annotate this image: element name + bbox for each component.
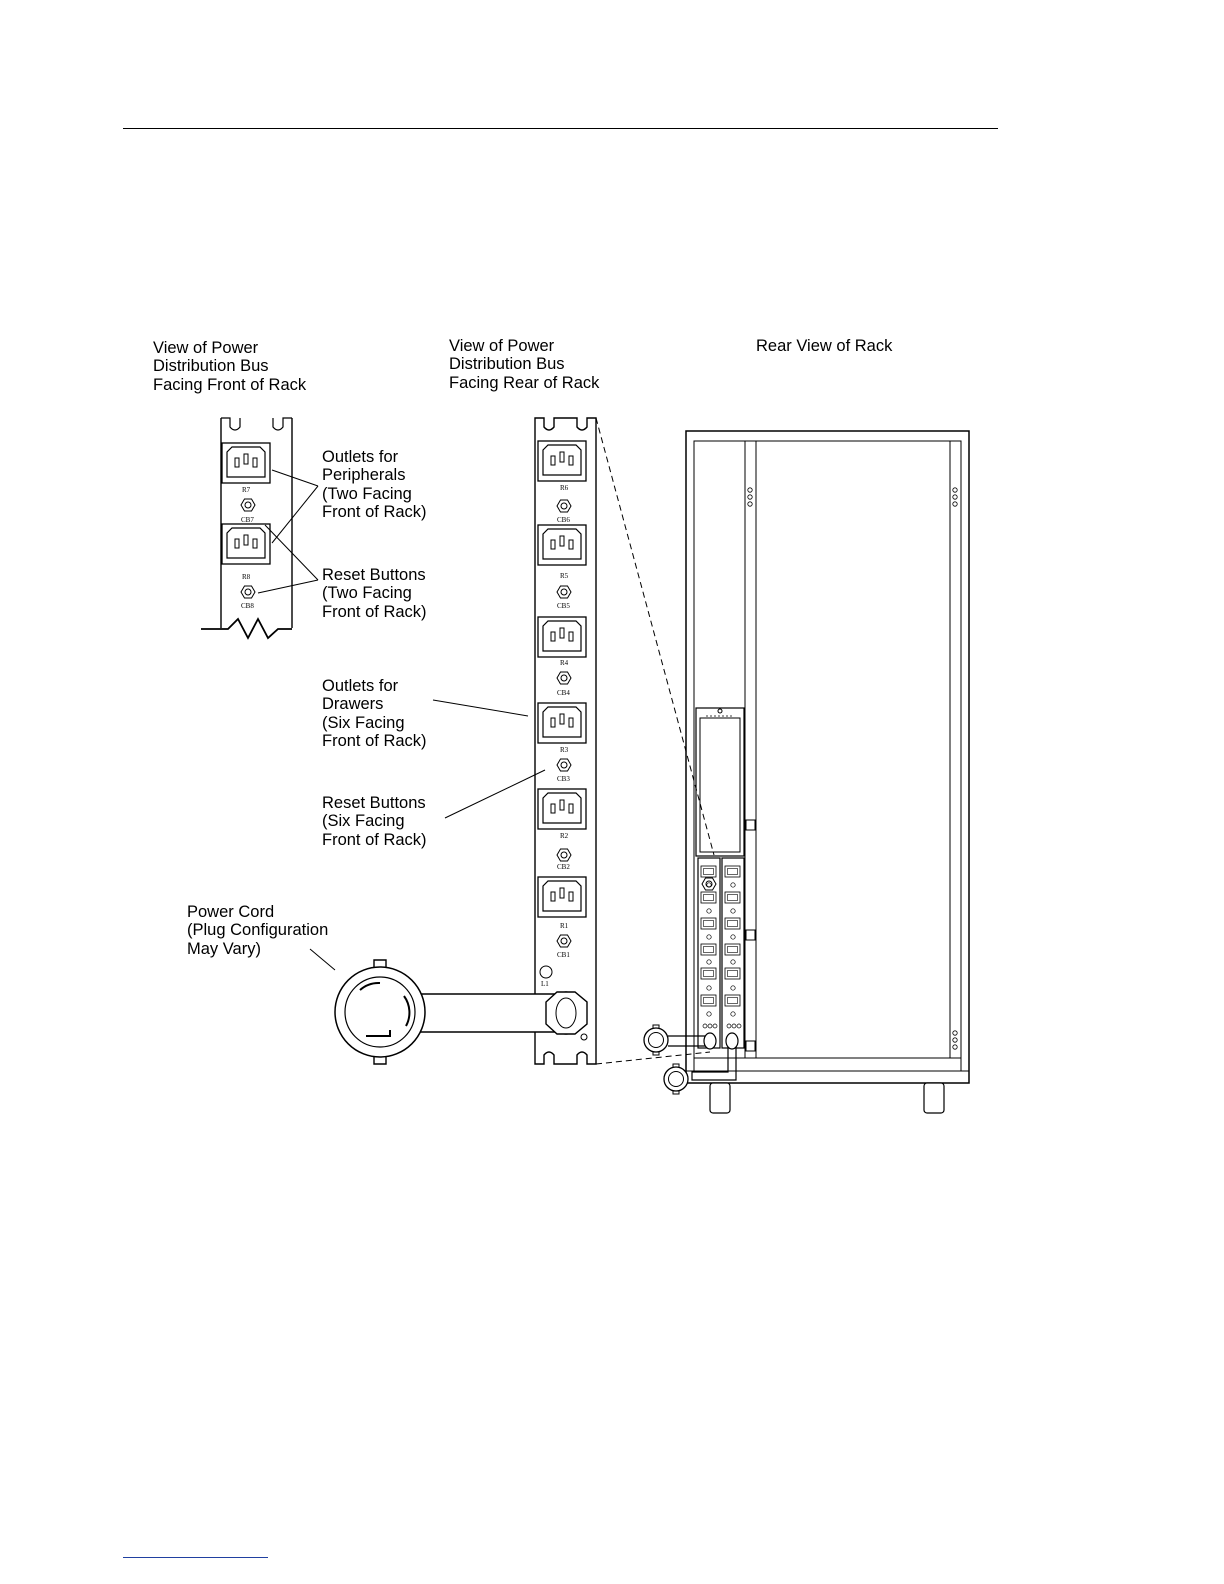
- label-r5: R5: [560, 572, 569, 580]
- callout-reset-peripherals: Reset Buttons (Two Facing Front of Rack): [322, 566, 427, 621]
- label-r8: R8: [242, 573, 251, 581]
- outlet-r4: [538, 617, 586, 657]
- reset-button-cb6: [557, 500, 571, 512]
- footer-rule: [123, 1557, 268, 1558]
- callout-reset-drawers: Reset Buttons (Six Facing Front of Rack): [322, 794, 427, 849]
- label-cb2: CB2: [557, 863, 570, 871]
- heading-rack-view: Rear View of Rack: [756, 337, 893, 355]
- twist-lock-plug: [335, 960, 425, 1064]
- reset-button-cb5: [557, 586, 571, 598]
- reset-button-cb7: [241, 499, 255, 511]
- reset-button-cb2: [557, 849, 571, 861]
- heading-front-view: View of Power Distribution Bus Facing Front of Rack: [153, 339, 307, 394]
- outlet-r2: [538, 789, 586, 829]
- rack-pdb-strip-right: [722, 858, 744, 1048]
- reset-button-cb8: [241, 586, 255, 598]
- callout-power-cord: Power Cord (Plug Configuration May Vary): [187, 903, 329, 958]
- outlet-r5: [538, 525, 586, 565]
- label-cb3: CB3: [557, 775, 570, 783]
- rack-pdb-upper: [696, 708, 744, 856]
- label-cb1: CB1: [557, 951, 570, 959]
- label-r2: R2: [560, 832, 569, 840]
- outlet-r8: [222, 524, 270, 564]
- reset-button-cb1: [557, 935, 571, 947]
- reset-button-cb4: [557, 672, 571, 684]
- label-cb5: CB5: [557, 602, 570, 610]
- power-cord: [420, 992, 587, 1034]
- outlet-r1: [538, 877, 586, 917]
- callout-outlets-drawers: Outlets for Drawers (Six Facing Front of Rack): [322, 677, 427, 750]
- heading-rear-view: View of Power Distribution Bus Facing Rear of Rack: [449, 337, 600, 392]
- rack-plug-lower: [664, 1064, 688, 1094]
- label-cb7: CB7: [241, 516, 254, 524]
- rack-plug-upper: [644, 1025, 668, 1055]
- label-r3: R3: [560, 746, 569, 754]
- label-r4: R4: [560, 659, 569, 667]
- label-cb8: CB8: [241, 602, 254, 610]
- label-cb4: CB4: [557, 689, 570, 697]
- outlet-r6: [538, 441, 586, 481]
- outlet-r3: [538, 703, 586, 743]
- rack-casters: [710, 1083, 944, 1113]
- label-r7: R7: [242, 486, 251, 494]
- label-cb6: CB6: [557, 516, 570, 524]
- reset-button-cb3: [557, 759, 571, 771]
- rack-brackets: [746, 820, 755, 1051]
- rack-mount-holes: [748, 488, 957, 1049]
- label-r6: R6: [560, 484, 569, 492]
- outlet-r7: [222, 443, 270, 483]
- callout-outlets-peripherals: Outlets for Peripherals (Two Facing Front of Rack): [322, 448, 427, 521]
- rear-leader-lines: [310, 700, 545, 970]
- label-l1: L1: [541, 980, 549, 988]
- rack-pdb-strip-left: [698, 858, 720, 1048]
- label-r1: R1: [560, 922, 569, 930]
